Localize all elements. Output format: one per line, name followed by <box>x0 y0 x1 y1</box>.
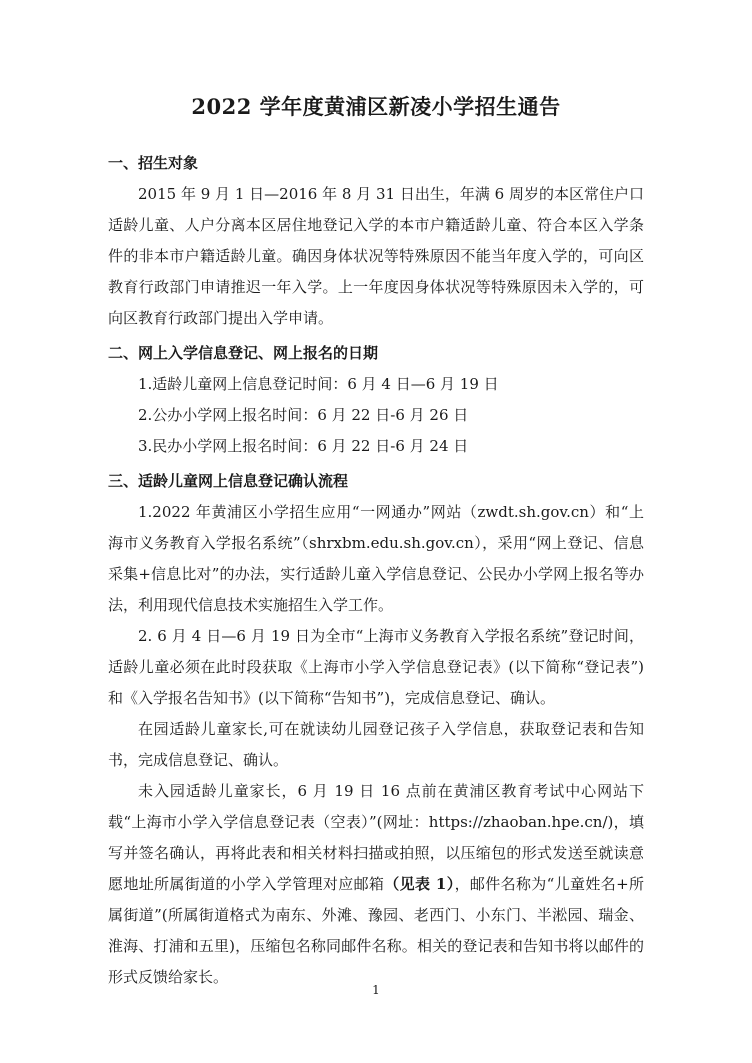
list-item: 2.公办小学网上报名时间：6 月 22 日-6 月 26 日 <box>138 406 469 424</box>
document-title: 2022 学年度黄浦区新凌小学招生通告 <box>191 94 561 119</box>
section-heading: 二、网上入学信息登记、网上报名的日期 <box>108 344 379 362</box>
section-registration-dates <box>108 338 644 462</box>
paragraph: 2. 6 月 4 日—6 月 19 日为全市“上海市义务教育入学报名系统”登记时间，适龄儿童必须在此时段获取《上海市小学入学信息登记表》(以下简称“登记表”)和《入学报名告知书》(以下简称“告知书”)，完成信息登记、确认。 <box>108 627 644 707</box>
page-number: 1 <box>372 983 380 997</box>
section-heading: 三、适龄儿童网上信息登记确认流程 <box>108 472 349 490</box>
section-confirmation-process <box>108 466 644 993</box>
list-item: 3.民办小学网上报名时间：6 月 22 日-6 月 24 日 <box>138 437 469 455</box>
section-enrollment-target <box>108 148 644 334</box>
list-item: 1.适龄儿童网上信息登记时间：6 月 4 日—6 月 19 日 <box>138 375 499 393</box>
paragraph: 1.2022 年黄浦区小学招生应用“一网通办”网站（zwdt.sh.gov.cn）和“上海市义务教育入学报名系统”（shrxbm.edu.sh.gov.cn），采用“网上登记、信息采集+信息比对”的办法，实行适龄儿童入学信息登记、公民办小学网上报名等办法，利用现代信息技术实施招生入学工作。 <box>108 503 644 614</box>
paragraph: 在园适龄儿童家长,可在就读幼儿园登记孩子入学信息，获取登记表和告知书，完成信息登记、确认。 <box>108 720 644 769</box>
paragraph: 2015 年 9 月 1 日—2016 年 8 月 31 日出生，年满 6 周岁的本区常住户口适龄儿童、人户分离本区居住地登记入学的本市户籍适龄儿童、符合本区入学条件的非本市户籍适龄儿童。确因身体状况等特殊原因不能当年度入学的，可向区教育行政部门申请推迟一年入学。上一年度因身体状况等特殊原因未入学的，可向区教育行政部门提出入学申请。 <box>108 185 644 327</box>
table-reference: （见表 1） <box>384 875 455 893</box>
paragraph <box>108 776 644 993</box>
section-heading: 一、招生对象 <box>108 154 199 172</box>
paragraph-text: ，邮件名称为“儿童姓名+所属街道”(所属街道格式为南东、外滩、豫园、老西门、小东门、半淞园、瑞金、淮海、打浦和五里)，压缩包名称同邮件名称。相关的登记表和告知书将以邮件的形式反馈给家长。 <box>108 875 644 986</box>
paragraph-text: 未入园适龄儿童家长，6 月 19 日 16 点前在黄浦区教育考试中心网站下载“上海市小学入学信息登记表（空表）”(网址：https://zhaoban.hpe.cn/)，填写并签名确认，再将此表和相关材料扫描或拍照，以压缩包的形式发送至就读意愿地址所属街道的小学入学管理对应邮箱 <box>108 782 644 893</box>
